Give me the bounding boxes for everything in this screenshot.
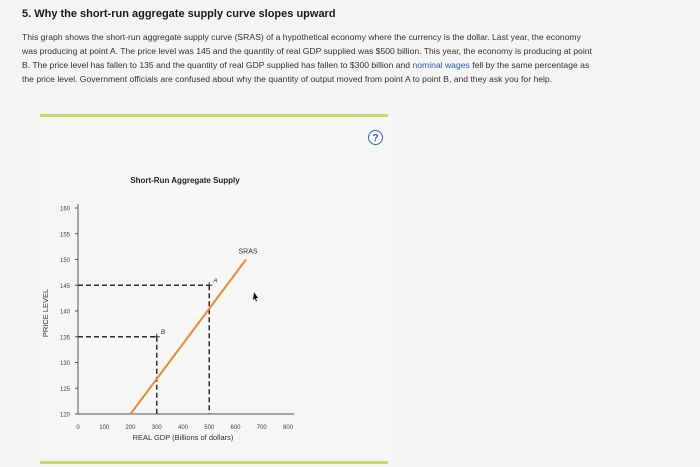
- y-tick-label: 130: [59, 361, 70, 367]
- paragraph-line: was producing at point A. The price level was 145 and the quantity of real GDP supplied was $500 billion. This year, the economy is producing at point: [22, 46, 592, 56]
- x-tick-label: 0: [76, 425, 80, 431]
- paragraph-line: This graph shows the short-run aggregate supply curve (SRAS) of a hypothetical economy where the currency is the dollar. Last year, the economy: [22, 32, 581, 42]
- highlighted-term[interactable]: nominal wages: [412, 60, 470, 70]
- y-tick-label: 135: [59, 335, 70, 342]
- paragraph-line: the price level. Government officials are confused about why the quantity of output moved from point A to point B, and they ask you for help.: [22, 74, 553, 84]
- x-tick-label: 800: [282, 425, 294, 431]
- x-tick-label: 100: [99, 425, 110, 431]
- point-label: B: [160, 328, 166, 336]
- x-tick-label: 700: [256, 425, 267, 431]
- plot-area: [60, 204, 294, 431]
- x-axis-label: REAL GDP (Billions of dollars): [132, 433, 234, 442]
- y-tick-label: 125: [59, 386, 70, 393]
- y-tick-label: 150: [59, 258, 70, 264]
- y-tick-label: 120: [59, 412, 70, 419]
- y-axis-label: PRICE LEVEL: [41, 288, 50, 338]
- cursor-icon: [253, 292, 258, 302]
- series-label: SRAS: [238, 248, 258, 256]
- x-tick-label: 400: [177, 425, 189, 431]
- help-circle-icon: ?: [372, 133, 379, 144]
- y-tick-label: 140: [59, 309, 70, 316]
- y-tick-label: 145: [59, 283, 70, 290]
- chart-title: Short-Run Aggregate Supply: [130, 176, 240, 185]
- x-tick-label: 200: [125, 425, 136, 431]
- y-tick-label: 155: [59, 232, 70, 239]
- y-tick-label: 160: [59, 206, 70, 213]
- question-title: 5. Why the short-run aggregate supply curve slopes upward: [22, 8, 336, 20]
- paragraph-line: B. The price level has fallen to 135 and the quantity of real GDP supplied has fallen to $300 billion and nominal wages fell by the same percentage as: [22, 60, 590, 70]
- x-tick-label: 500: [204, 425, 215, 431]
- sras-curve: [131, 260, 247, 415]
- x-tick-label: 300: [151, 425, 162, 431]
- x-tick-label: 600: [230, 425, 241, 431]
- point-label: A: [213, 277, 218, 285]
